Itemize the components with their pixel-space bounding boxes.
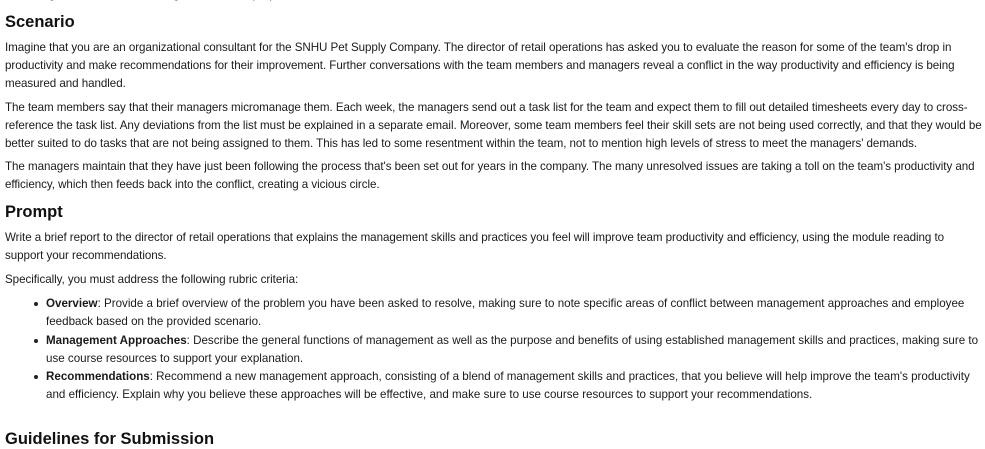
criteria-term: Management Approaches [46,333,187,347]
criteria-term: Overview [46,297,98,311]
scenario-paragraph-1: Imagine that you are an organizational consultant for the SNHU Pet Supply Company. The director of retail operations has asked you to evaluate the reason for some of the team's drop in productivity and make recommendations for their improvement. Further conversations with the team members and managers reveal a conflict in the way productivity and efficiency is being measured and handled. [5,41,955,91]
scenario-paragraph-2: The team members say that their managers micromanage them. Each week, the managers send out a task list for the team and expect them to fill out detailed timesheets every day to cross-reference the task list. Any deviations from the list must be explained in a separate email. Moreover, some team members feel their skill sets are not being used correctly, and that they would be better suited to do tasks that are not being assigned to them. This has led to some resentment within the team, not to mention high levels of stress to meet the managers' demands. [5,100,982,151]
criteria-item-overview [46,295,983,331]
scenario-paragraph-3: The managers maintain that they have just been following the process that's been set out for years in the company. The many unresolved issues are taking a toll on the team's productivity and efficiency, which then feeds back into the conflict, creating a vicious circle. [5,160,975,192]
scenario-heading: Scenario [5,13,75,31]
criteria-term: Recommendations [46,370,150,384]
criteria-text: : Describe the general functions of management as well as the purpose and benefits of using established management skills and practices, making sure to use course resources to support your explanation. [46,333,979,365]
document-body [5,0,983,404]
prompt-heading: Prompt [5,202,63,221]
criteria-item-management-approaches [46,332,983,368]
next-section-heading: Guidelines for Submission [5,430,215,448]
criteria-text: : Provide a brief overview of the problem you have been asked to resolve, making sure to note specific areas of conflict between management approaches and employee feedback based on the provided scenario. [46,297,965,329]
criteria-item-recommendations [46,368,983,404]
criteria-intro: Specifically, you must address the following rubric criteria: [5,273,299,287]
prompt-intro: Write a brief report to the director of retail operations that explains the management skills and practices you feel will improve team productivity and efficiency, using the module reading to support your recommendations. [5,230,945,262]
criteria-list [5,295,983,404]
criteria-text: : Recommend a new management approach, consisting of a blend of management skills and practices, that you believe will help improve the team's productivity and efficiency. Explain why you believe these approaches will be effective, and make sure to use course resources to support your recommendations. [46,370,970,402]
